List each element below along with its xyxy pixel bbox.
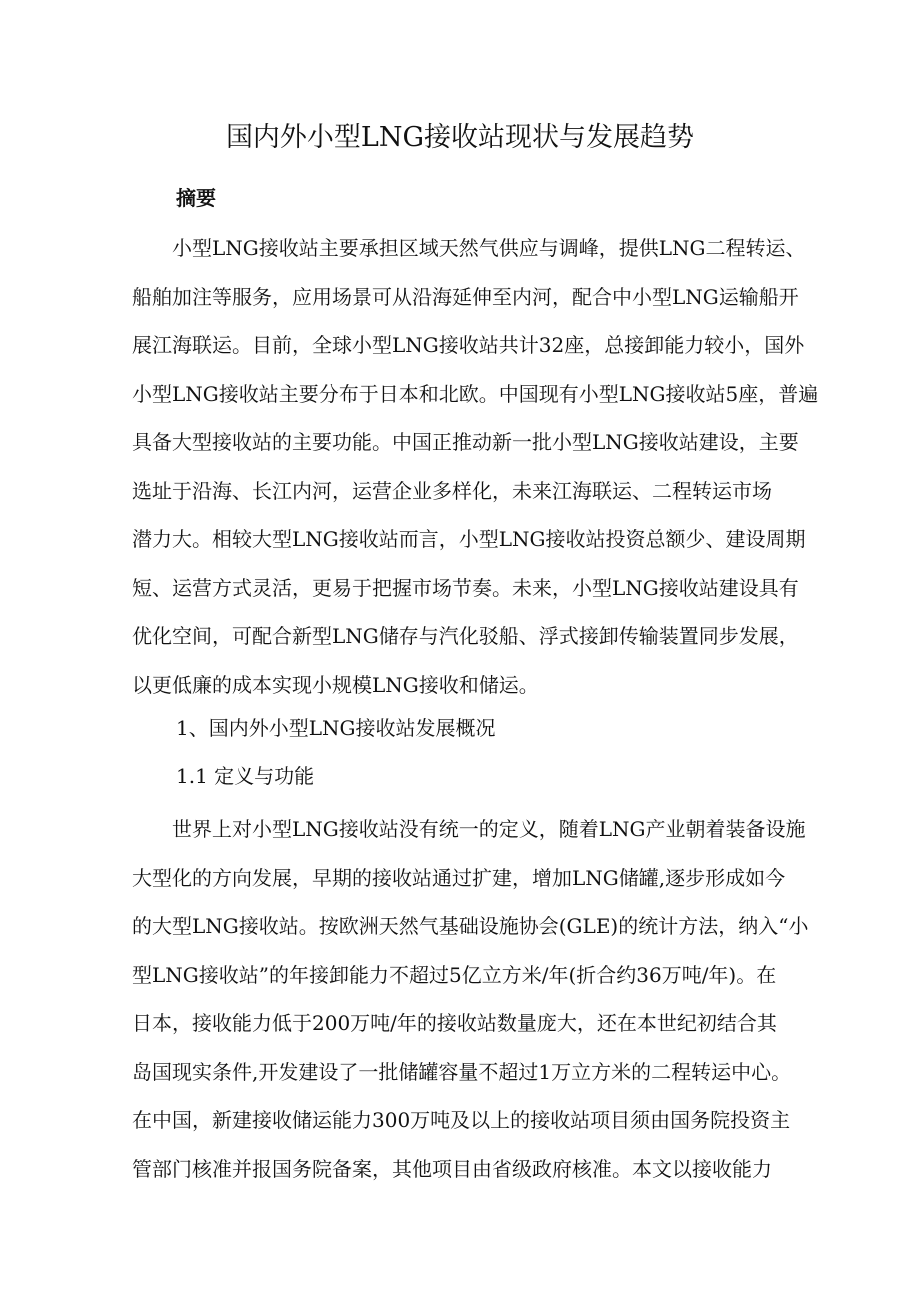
body-line: 日本，接收能力低于200万吨/年的接收站数量庞大，还在本世纪初结合其 (132, 1011, 777, 1035)
document-title: 国内外小型LNG接收站现状与发展趋势 (225, 122, 695, 153)
abstract-paragraph (132, 224, 832, 709)
body-line: 管部门核准并报国务院备案，其他项目由省级政府核准。本文以接收能力 (132, 1156, 772, 1181)
abstract-line: 以更低廉的成本实现小规模LNG接收和储运。 (132, 672, 539, 697)
abstract-line: 潜力大。相较大型LNG接收站而言，小型LNG接收站投资总额少、建设周期 (132, 527, 806, 551)
body-line: 在中国，新建接收储运能力300万吨及以上的接收站项目须由国务院投资主 (132, 1108, 791, 1132)
body-line: 型LNG接收站”的年接卸能力不超过5亿立方米/年(折合约36万吨/年)。在 (132, 962, 777, 987)
abstract-line: 优化空间，可配合新型LNG储存与汽化驳船、浮式接卸传输装置同步发展， (132, 624, 799, 648)
abstract-line: 小型LNG接收站主要分布于日本和北欧。中国现有小型LNG接收站5座，普遍 (132, 381, 819, 406)
abstract-line: 船舶加注等服务，应用场景可从沿海延伸至内河，配合中小型LNG运输船开 (132, 284, 799, 309)
body-paragraph (132, 805, 832, 1193)
subsection-heading: 1.1 定义与功能 (176, 764, 315, 788)
body-line: 世界上对小型LNG接收站没有统一的定义，随着LNG产业朝着装备设施 (132, 817, 806, 841)
abstract-line: 小型LNG接收站主要承担区域天然气供应与调峰，提供LNG二程转运、 (132, 236, 806, 260)
body-line: 岛国现实条件,开发建设了一批储罐容量不超过1万立方米的二程转运中心。 (132, 1059, 792, 1084)
abstract-line: 短、运营方式灵活，更易于把握市场节奏。未来，小型LNG接收站建设具有 (132, 575, 799, 600)
abstract-line: 具备大型接收站的主要功能。中国正推动新一批小型LNG接收站建设，主要 (132, 430, 799, 454)
abstract-line: 选址于沿海、长江内河，运营企业多样化，未来江海联运、二程转运市场 (132, 478, 772, 503)
abstract-line: 展江海联运。目前，全球小型LNG接收站共计32座，总接卸能力较小，国外 (132, 333, 805, 357)
body-line: 的大型LNG接收站。按欧洲天然气基础设施协会(GLE)的统计方法，纳入“小 (132, 914, 809, 938)
body-line: 大型化的方向发展，早期的接收站通过扩建，增加LNG储罐,逐步形成如今 (132, 865, 786, 890)
section-heading: 1、国内外小型LNG接收站发展概况 (176, 716, 496, 740)
abstract-heading: 摘要 (176, 186, 216, 210)
